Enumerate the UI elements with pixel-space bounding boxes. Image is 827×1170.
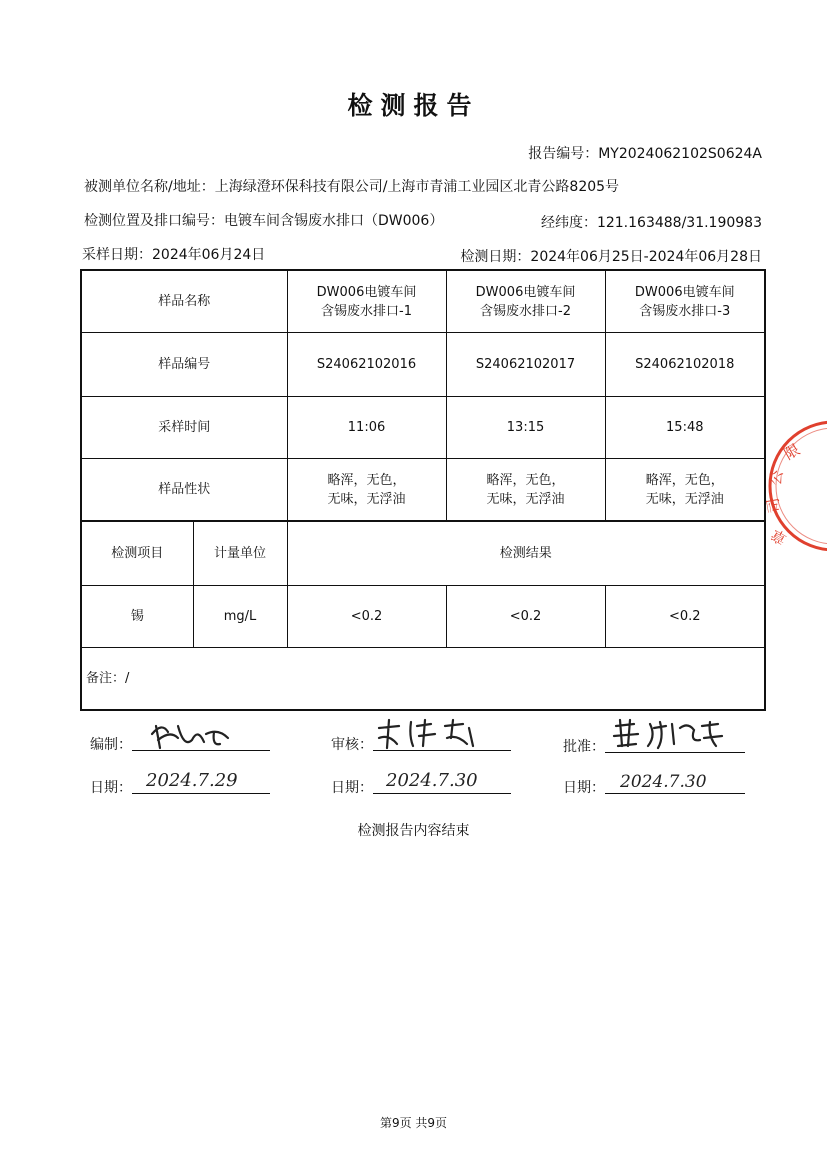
sample-name-cell: DW006电镀车间 含锡废水排口-3 (605, 270, 765, 333)
review-date: 2024.7.30 (386, 770, 478, 791)
sample-no-cell: S24062102017 (446, 333, 605, 397)
client-info: 被测单位名称/地址：上海绿澄环保科技有限公司/上海市青浦工业园区北青公路8205号 (84, 179, 620, 195)
compiler-label: 编制： (90, 737, 132, 753)
coordinates: 经纬度：121.163488/31.190983 (540, 215, 762, 231)
table-row (81, 397, 765, 459)
table-row (81, 270, 765, 333)
sample-time-label: 采样时间 (81, 397, 287, 459)
sample-name-cell: DW006电镀车间 含锡废水排口-1 (287, 270, 446, 333)
approve-date-label: 日期： (563, 780, 605, 796)
result-cell: <0.2 (287, 586, 446, 648)
end-of-report: 检测报告内容结束 (357, 823, 470, 839)
sample-state-cell: 略浑，无色， 无味，无浮油 (287, 459, 446, 522)
svg-text:限: 限 (781, 440, 804, 464)
compiler-signature (148, 718, 238, 754)
testing-date: 检测日期：2024年06月25日-2024年06月28日 (460, 249, 762, 265)
svg-text:公: 公 (766, 468, 787, 487)
review-date-line (373, 793, 511, 794)
reviewer-label: 审核： (331, 737, 373, 753)
report-number: 报告编号：MY2024062102S0624A (528, 146, 762, 162)
approver-label: 批准： (563, 739, 605, 755)
compile-date: 2024.7.29 (146, 770, 238, 791)
table-row (81, 648, 765, 711)
sample-no-label: 样品编号 (81, 333, 287, 397)
sample-state-cell: 略浑，无色， 无味，无浮油 (605, 459, 765, 522)
sampling-date: 采样日期：2024年06月24日 (82, 247, 266, 263)
sample-no-cell: S24062102018 (605, 333, 765, 397)
unit-cell: mg/L (193, 586, 287, 648)
result-header: 检测结果 (287, 521, 765, 586)
seal-stamp (763, 416, 827, 556)
svg-text:章: 章 (767, 525, 790, 549)
table-row (81, 521, 765, 586)
table-row (81, 586, 765, 648)
approver-signature (610, 716, 730, 754)
sampling-location: 检测位置及排口编号：电镀车间含锡废水排口（DW006） (84, 213, 444, 229)
table-row (81, 333, 765, 397)
table-row (81, 459, 765, 522)
approve-date-line (605, 793, 745, 794)
results-table (80, 269, 766, 711)
sample-no-cell: S24062102016 (287, 333, 446, 397)
unit-header: 计量单位 (193, 521, 287, 586)
sample-time-cell: 15:48 (605, 397, 765, 459)
sample-name-label: 样品名称 (81, 270, 287, 333)
sample-time-cell: 13:15 (446, 397, 605, 459)
review-date-label: 日期： (331, 780, 373, 796)
result-cell: <0.2 (605, 586, 765, 648)
sample-state-label: 样品性状 (81, 459, 287, 522)
compile-date-label: 日期： (90, 780, 132, 796)
reviewer-signature (373, 716, 483, 752)
sample-name-cell: DW006电镀车间 含锡废水排口-2 (446, 270, 605, 333)
result-cell: <0.2 (446, 586, 605, 648)
report-title: 检测报告 (347, 91, 480, 120)
sample-state-cell: 略浑，无色， 无味，无浮油 (446, 459, 605, 522)
page-footer: 第9页 共9页 (379, 1116, 448, 1130)
remark-cell: 备注：/ (81, 648, 765, 711)
sample-time-cell: 11:06 (287, 397, 446, 459)
approve-date: 2024.7.30 (620, 772, 707, 792)
item-header: 检测项目 (81, 521, 193, 586)
item-cell: 锡 (81, 586, 193, 648)
compile-date-line (132, 793, 270, 794)
svg-text:司: 司 (763, 496, 784, 515)
